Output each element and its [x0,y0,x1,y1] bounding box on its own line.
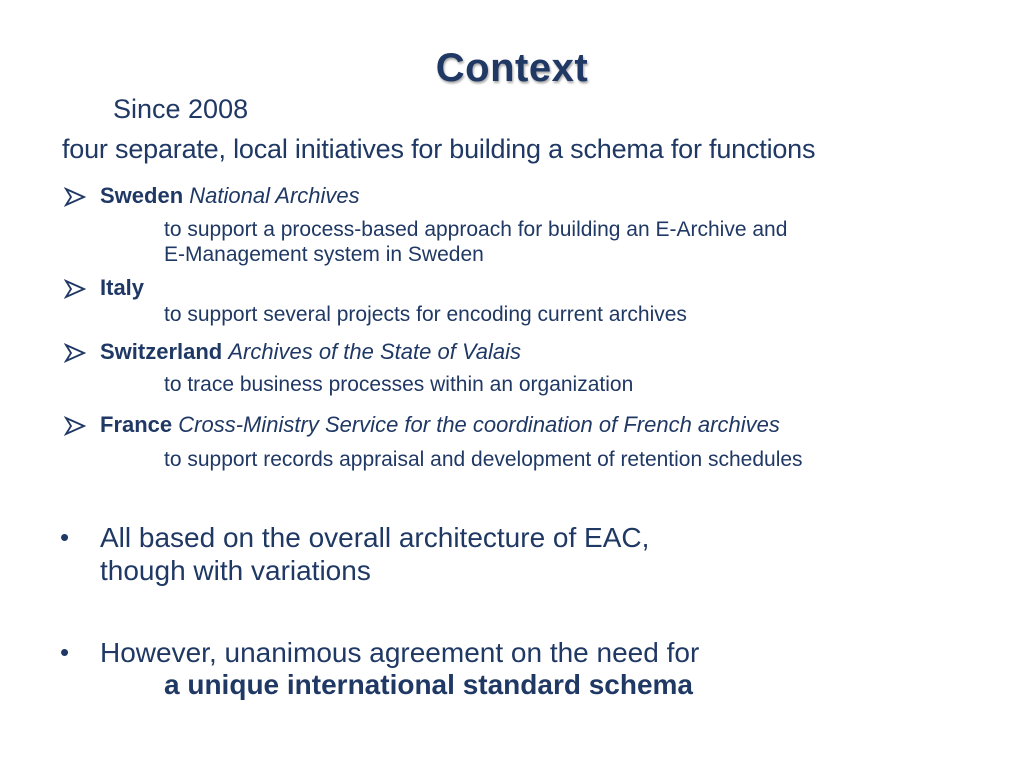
lead-statement: four separate, local initiatives for building a schema for functions [62,134,816,164]
bullet-dot-icon: • [60,522,70,552]
initiative-switzerland [100,339,521,365]
country-name: Sweden [100,183,184,208]
initiative-description: E-Management system in Sweden [164,243,484,266]
bullet-point [100,521,649,587]
slide-title: Context [435,46,589,90]
since-year: Since 2008 [113,94,249,124]
emphasis-statement: a unique international standard schema [164,669,694,700]
bullet-line: All based on the overall architecture of EAC, [100,522,650,553]
arrow-bullet-icon [64,416,86,436]
bullet-line: though with variations [100,555,371,586]
country-name: France [100,412,173,437]
initiative-description: to support a process-based approach for building an E-Archive and [164,218,788,241]
arrow-bullet-icon [64,187,86,207]
bullet-point: However, unanimous agreement on the need for [100,637,700,668]
country-name: Italy [100,275,145,300]
initiative-description: to support several projects for encoding current archives [164,303,687,326]
bullet-dot-icon: • [60,637,70,667]
arrow-bullet-icon [64,343,86,363]
initiative-france [100,412,780,438]
institution-name: Archives of the State of Valais [228,339,522,364]
initiative-italy [100,275,144,301]
institution-name: Cross-Ministry Service for the coordination of French archives [178,412,780,437]
country-name: Switzerland [100,339,223,364]
institution-name: National Archives [189,183,360,208]
initiative-description: to trace business processes within an organization [164,373,634,396]
arrow-bullet-icon [64,279,86,299]
initiative-sweden [100,183,360,209]
initiative-description: to support records appraisal and development of retention schedules [164,448,803,471]
